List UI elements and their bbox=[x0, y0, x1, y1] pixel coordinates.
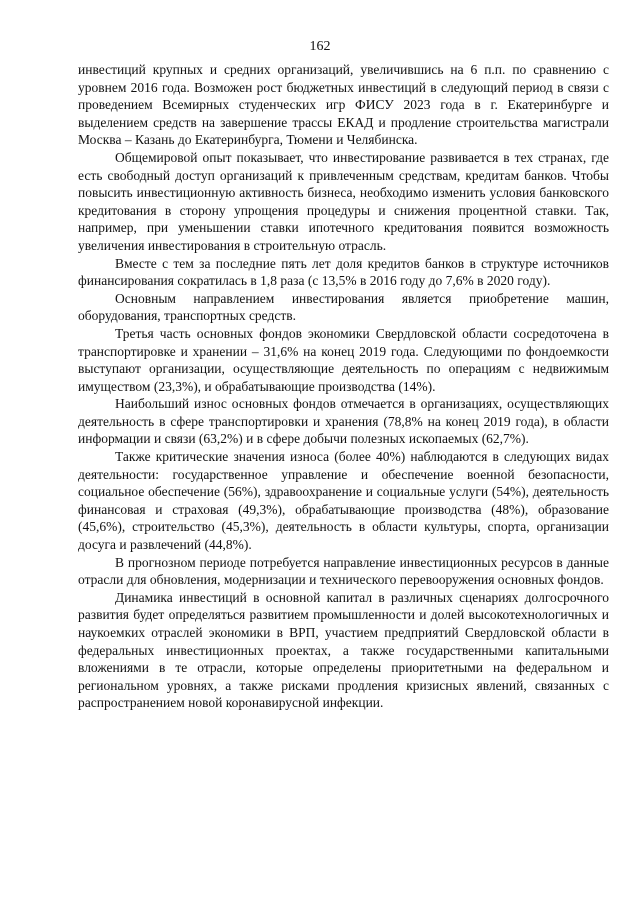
paragraph-investment-dynamics: Динамика инвестиций в основной капитал в различных сценариях долгосрочного развития будет определяться развитием промышленности и долей высокотехнологичных и наукоемких отраслей экономики в ВРП, участием предприятий Свердловской области в федеральных инвестиционных проектах, а также государственными капитальными вложениями в те отрасли, которые определены приоритетными на федеральном и региональном уровнях, а также рисками продления кризисных явлений, связанных с распространением новой коронавирусной инфекции. bbox=[78, 589, 609, 711]
paragraph-continuation: инвестиций крупных и средних организаций, увеличившись на 6 п.п. по сравнению с уровнем 2016 года. Возможен рост бюджетных инвестиций в следующий период в связи с проведением Всемирных студенческих игр ФИСУ 2023 года в г. Екатеринбурге и выделением средств на завершение трассы ЕКАД и продление строительства магистрали Москва – Казань до Екатеринбурга, Тюмени и Челябинска. bbox=[78, 62, 609, 148]
paragraph-bank-credit-share: Вместе с тем за последние пять лет доля кредитов банков в структуре источников финансирования сократилась в 1,8 раза (с 13,5% в 2016 году до 7,6% в 2020 году). bbox=[78, 255, 609, 289]
paragraph-critical-wear: Также критические значения износа (более 40%) наблюдаются в следующих видах деятельности: государственное управление и обеспечение военной безопасности, социальное обеспечение (56%), здравоохранение и социальные услуги (54%), деятельность финансовая и страховая (49,3%), обрабатывающие производства (48%), образование (45,6%), строительство (45,3%), деятельность в области культуры, спорта, организации досуга и развлечений (44,8%). bbox=[78, 449, 609, 553]
paragraph-fixed-assets-structure: Третья часть основных фондов экономики Свердловской области сосредоточена в транспортировке и хранении – 31,6% на конец 2019 года. Следующими по фондоемкости выступают организации, осуществляющие деятельность по операциям с недвижимым имуществом (23,3%), и обрабатывающие производства (14%). bbox=[78, 325, 609, 394]
paragraph-forecast-period: В прогнозном периоде потребуется направление инвестиционных ресурсов в данные отрасли для обновления, модернизации и технического перевооружения основных фондов. bbox=[78, 554, 609, 588]
page-number: 162 bbox=[309, 39, 331, 54]
paragraph-investment-experience: Общемировой опыт показывает, что инвестирование развивается в тех странах, где есть свободный доступ организаций к привлеченным средствам, кредитам банков. Чтобы повысить инвестиционную активность бизнеса, необходимо изменить условия банковского кредитования в сторону упрощения процедуры и снижения процентной ставки. Так, например, при уменьшении ставки ипотечного кредитования появится возможность увеличения инвестирования в строительную отрасль. bbox=[78, 149, 609, 253]
paragraph-main-direction: Основным направлением инвестирования является приобретение машин, оборудования, транспортных средств. bbox=[78, 290, 609, 324]
paragraph-highest-wear: Наибольший износ основных фондов отмечается в организациях, осуществляющих деятельность в сфере транспортировки и хранения (78,8% на конец 2019 года), в области информации и связи (63,2%) и в сфере добычи полезных ископаемых (62,7%). bbox=[78, 396, 609, 447]
document-body bbox=[78, 61, 609, 712]
